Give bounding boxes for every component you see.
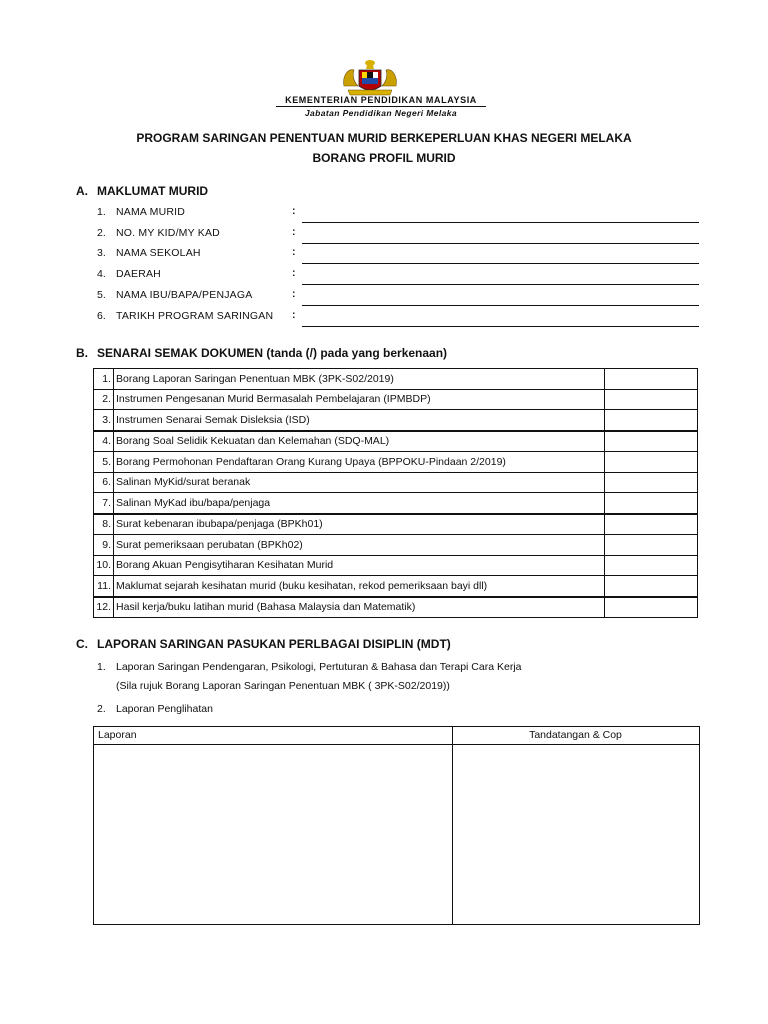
field-number: 4. <box>97 268 106 280</box>
field-label: NAMA MURID <box>116 206 186 218</box>
table-column-divider <box>452 727 453 924</box>
item-number: 2. <box>97 703 106 715</box>
checklist-number: 12. <box>94 597 114 618</box>
checklist-tick-box[interactable] <box>605 576 698 597</box>
checklist-item: Surat pemeriksaan perubatan (BPKh02) <box>114 535 605 556</box>
checklist-item: Surat kebenaran ibubapa/penjaga (BPKh01) <box>114 514 605 535</box>
checklist-row <box>94 369 698 390</box>
checklist-tick-box[interactable] <box>605 431 698 452</box>
field-colon: : <box>292 309 296 321</box>
checklist-tick-box[interactable] <box>605 597 698 618</box>
checklist-tick-box[interactable] <box>605 555 698 576</box>
field-number: 3. <box>97 247 106 259</box>
field-colon: : <box>292 288 296 300</box>
checklist-number: 4. <box>94 431 114 452</box>
field-no-mykid[interactable] <box>97 224 699 244</box>
checklist-number: 2. <box>94 389 114 410</box>
checklist-item: Borang Akuan Pengisytiharan Kesihatan Murid <box>114 555 605 576</box>
report-column-header: Laporan <box>98 729 137 741</box>
checklist-item: Salinan MyKid/surat beranak <box>114 472 605 493</box>
field-nama-ibubapa[interactable] <box>97 286 699 306</box>
checklist-tick-box[interactable] <box>605 514 698 535</box>
field-colon: : <box>292 246 296 258</box>
nama-ibubapa-input-line[interactable] <box>302 305 699 306</box>
checklist-number: 6. <box>94 472 114 493</box>
field-nama-murid[interactable] <box>97 203 699 223</box>
item-text: Laporan Saringan Pendengaran, Psikologi, Pertuturan & Bahasa dan Terapi Cara Kerja <box>116 661 522 673</box>
field-label: TARIKH PROGRAM SARINGAN <box>116 310 274 322</box>
field-colon: : <box>292 226 296 238</box>
nama-sekolah-input-line[interactable] <box>302 263 699 264</box>
checklist-number: 7. <box>94 493 114 514</box>
checklist-row <box>94 555 698 576</box>
checklist-number: 3. <box>94 410 114 431</box>
checklist-number: 10. <box>94 555 114 576</box>
section-c-item-2 <box>97 703 213 715</box>
checklist-number: 5. <box>94 452 114 473</box>
field-daerah[interactable] <box>97 265 699 285</box>
ministry-name: KEMENTERIAN PENDIDIKAN MALAYSIA <box>276 95 486 107</box>
daerah-input-line[interactable] <box>302 284 699 285</box>
field-colon: : <box>292 267 296 279</box>
checklist-number: 1. <box>94 369 114 390</box>
section-c-item-1 <box>97 661 522 673</box>
coat-of-arms-icon <box>338 56 402 98</box>
checklist-item: Borang Permohonan Pendaftaran Orang Kurang Upaya (BPPOKU-Pindaan 2/2019) <box>114 452 605 473</box>
field-nama-sekolah[interactable] <box>97 244 699 264</box>
checklist-row <box>94 410 698 431</box>
checklist-row <box>94 493 698 514</box>
item-text: Laporan Penglihatan <box>116 703 213 715</box>
checklist-number: 9. <box>94 535 114 556</box>
checklist-row <box>94 597 698 618</box>
checklist-item: Maklumat sejarah kesihatan murid (buku kesihatan, rekod pemeriksaan bayi dll) <box>114 576 605 597</box>
checklist-tick-box[interactable] <box>605 389 698 410</box>
section-b-letter: B. <box>76 346 88 360</box>
document-checklist-table <box>93 368 698 618</box>
checklist-tick-box[interactable] <box>605 410 698 431</box>
checklist-item: Instrumen Senarai Semak Disleksia (ISD) <box>114 410 605 431</box>
field-label: NO. MY KID/MY KAD <box>116 227 220 239</box>
program-title: PROGRAM SARINGAN PENENTUAN MURID BERKEPERLUAN KHAS NEGERI MELAKA <box>136 131 632 145</box>
checklist-tick-box[interactable] <box>605 493 698 514</box>
section-c-title: LAPORAN SARINGAN PASUKAN PERLBAGAI DISIPLIN (MDT) <box>97 637 451 651</box>
checklist-item: Borang Soal Selidik Kekuatan dan Kelemahan (SDQ-MAL) <box>114 431 605 452</box>
field-label: NAMA SEKOLAH <box>116 247 201 259</box>
checklist-number: 11. <box>94 576 114 597</box>
section-b-title: SENARAI SEMAK DOKUMEN (tanda (/) pada yang berkenaan) <box>97 346 448 360</box>
nama-murid-input-line[interactable] <box>302 222 699 223</box>
checklist-row <box>94 514 698 535</box>
field-colon: : <box>292 205 296 217</box>
checklist-tick-box[interactable] <box>605 452 698 473</box>
section-c-letter: C. <box>76 637 88 651</box>
section-a-letter: A. <box>76 184 88 198</box>
field-tarikh-program[interactable] <box>97 307 699 327</box>
field-label: DAERAH <box>116 268 161 280</box>
ministry-header <box>276 95 486 118</box>
item-number: 1. <box>97 661 106 673</box>
checklist-row <box>94 535 698 556</box>
checklist-row <box>94 431 698 452</box>
section-c-item-1-note: (Sila rujuk Borang Laporan Saringan Penentuan MBK ( 3PK-S02/2019)) <box>116 680 450 692</box>
checklist-row <box>94 452 698 473</box>
table-header-divider <box>94 744 699 745</box>
form-title: BORANG PROFIL MURID <box>312 151 456 165</box>
checklist-tick-box[interactable] <box>605 369 698 390</box>
field-number: 5. <box>97 289 106 301</box>
section-a-title: MAKLUMAT MURID <box>97 184 209 198</box>
section-c-heading <box>76 637 451 651</box>
checklist-item: Hasil kerja/buku latihan murid (Bahasa Malaysia dan Matematik) <box>114 597 605 618</box>
vision-report-table <box>93 726 700 925</box>
checklist-tick-box[interactable] <box>605 535 698 556</box>
department-name: Jabatan Pendidikan Negeri Melaka <box>304 108 458 118</box>
field-label: NAMA IBU/BAPA/PENJAGA <box>116 289 253 301</box>
checklist-number: 8. <box>94 514 114 535</box>
field-number: 6. <box>97 310 106 322</box>
tarikh-program-input-line[interactable] <box>302 326 699 327</box>
checklist-row <box>94 389 698 410</box>
checklist-item: Borang Laporan Saringan Penentuan MBK (3PK-S02/2019) <box>114 369 605 390</box>
section-a-heading <box>76 184 208 198</box>
checklist-item: Instrumen Pengesanan Murid Bermasalah Pembelajaran (IPMBDP) <box>114 389 605 410</box>
field-number: 2. <box>97 227 106 239</box>
checklist-tick-box[interactable] <box>605 472 698 493</box>
checklist-row <box>94 472 698 493</box>
checklist-row <box>94 576 698 597</box>
checklist-item: Salinan MyKad ibu/bapa/penjaga <box>114 493 605 514</box>
field-number: 1. <box>97 206 106 218</box>
signature-column-header: Tandatangan & Cop <box>529 729 622 741</box>
section-b-heading <box>76 346 447 360</box>
